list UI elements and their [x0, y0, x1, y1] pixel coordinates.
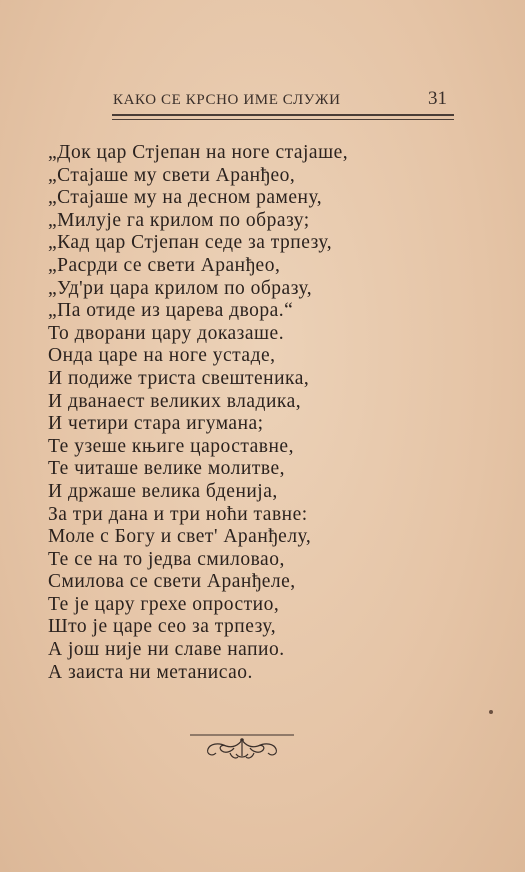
poem-line: И држаше велика бденија,: [48, 480, 278, 502]
poem-line: И дванаест великих владика,: [48, 390, 302, 412]
paper-speck: [489, 710, 493, 714]
poem-line: Онда царе на ноге устаде,: [48, 345, 276, 367]
floral-tailpiece-icon: [188, 732, 296, 762]
poem-line: И подиже триста свештеника,: [48, 367, 310, 389]
poem-line: „Стајаше му на десном рамену,: [48, 187, 323, 209]
poem-line: „Стајаше му свети Аранђео,: [48, 164, 296, 186]
running-head-title: КАКО СЕ КРСНО ИМЕ СЛУЖИ: [113, 92, 341, 108]
page-number: 31: [428, 88, 447, 109]
poem-line: За три дана и три ноћи тавне:: [48, 503, 308, 525]
poem-line: „Милује га крилом по образу;: [48, 209, 310, 231]
poem-line: „Док цар Стјепан на ноге стајаше,: [48, 142, 349, 163]
poem-line: А још није ни славе напио.: [48, 639, 285, 661]
poem-line: „Па отиде из царева двора.“: [48, 300, 294, 322]
poem-line: „Расрди се свети Аранђео,: [48, 254, 281, 276]
poem-line: „Уд'ри цара крилом по образу,: [48, 277, 313, 299]
poem-line: Те узеше књиге цароставне,: [48, 435, 294, 457]
poem-line: Те је цару грехе опростио,: [48, 593, 280, 615]
poem-line: Те читаше велике молитве,: [48, 458, 285, 480]
header-rule-thin: [112, 119, 454, 120]
poem-line: То дворани цару доказаше.: [48, 322, 285, 344]
poem-line: „Кад цар Стјепан седе за трпезу,: [48, 232, 333, 254]
poem-line: А заиста ни метанисао.: [48, 661, 253, 683]
poem-line: Смилова се свети Аранђеле,: [48, 571, 296, 593]
poem-line: Моле с Богу и свет' Аранђелу,: [48, 526, 312, 548]
poem-line: Што је царе сео за трпезу,: [48, 616, 277, 638]
poem-text: [48, 142, 488, 684]
header-rule-thick: [112, 114, 454, 116]
poem-line: И четири стара игумана;: [48, 413, 264, 435]
poem-line: Те се на то једва смиловао,: [48, 548, 285, 570]
